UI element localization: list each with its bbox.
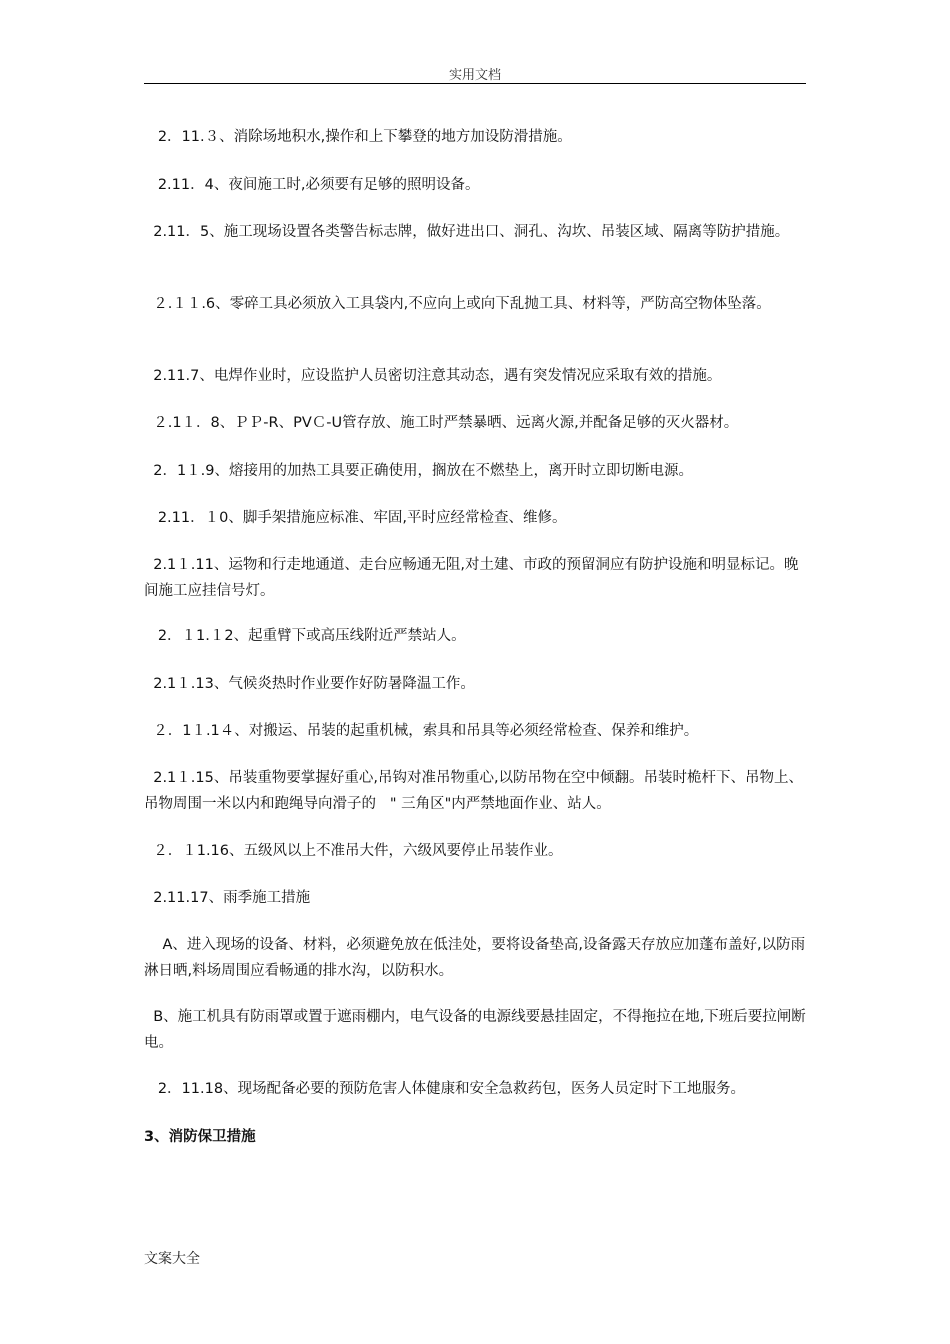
paragraph-2-11-7: 2.11.7、电焊作业时，应设监护人员密切注意其动态，遇有突发情况应采取有效的措施。 xyxy=(144,368,722,384)
paragraph-2-11-3: 2．11.３、消除场地积水,操作和上下攀登的地方加设防滑措施。 xyxy=(144,129,572,145)
paragraph-2-11-18: 2．11.18、现场配备必要的预防危害人体健康和安全急救药包，医务人员定时下工地服务。 xyxy=(144,1081,746,1097)
page-footer: 文案大全 xyxy=(144,1251,200,1267)
paragraph-2-11-16: ２．１1.16、五级风以上不准吊大件，六级风要停止吊装作业。 xyxy=(144,843,563,859)
section-heading: 3、消防保卫措施 xyxy=(144,1129,256,1145)
paragraph-2-11-13: 2.1１.13、气候炎热时作业要作好防暑降温工作。 xyxy=(144,676,475,692)
paragraph-2-11-15: 2.1１.15、吊装重物要掌握好重心,吊钩对准吊物重心,以防吊物在空中倾翻。吊装时桅杆下、吊物上、吊物周围一米以内和跑绳导向滑子的 " 三角区"内严禁地面作业、站人。 xyxy=(144,770,804,812)
paragraph-2-11-12: 2．１1.１2、起重臂下或高压线附近严禁站人。 xyxy=(144,628,466,644)
paragraph-2-11-11: 2.1１.11、运物和行走地通道、走台应畅通无阻,对土建、市政的预留洞应有防护设施和明显标记。晚间施工应挂信号灯。 xyxy=(144,557,799,599)
paragraph-2-11-14: ２．1１.1４、对搬运、吊装的起重机械，索具和吊具等必须经常检查、保养和维护。 xyxy=(144,723,699,739)
paragraph-2-11-8: ２.1１．8、ＰＰ-R、PVＣ-U管存放、施工时严禁暴晒、远离火源,并配备足够的灭火器材。 xyxy=(144,415,739,431)
paragraph-2-11-5: 2.11．5、施工现场设置各类警告标志牌，做好进出口、洞孔、沟坎、吊装区域、隔离等防护措施。 xyxy=(144,224,790,240)
paragraph-2-11-10: 2.11．１0、脚手架措施应标准、牢固,平时应经常检查、维修。 xyxy=(144,510,567,526)
paragraph-item-a: A、进入现场的设备、材料，必须避免放在低洼处，要将设备垫高,设备露天存放应加蓬布盖好,以防雨淋日晒,料场周围应看畅通的排水沟，以防积水。 xyxy=(144,937,806,979)
paragraph-item-b: B、施工机具有防雨罩或置于遮雨棚内，电气设备的电源线要悬挂固定，不得拖拉在地,下班后要拉闸断电。 xyxy=(144,1009,806,1051)
header-divider xyxy=(144,83,806,84)
paragraph-2-11-9: 2．1１.9、熔接用的加热工具要正确使用，搁放在不燃垫上，离开时立即切断电源。 xyxy=(144,463,694,479)
paragraph-2-11-4: 2.11．4、夜间施工时,必须要有足够的照明设备。 xyxy=(144,177,480,193)
paragraph-2-11-6: ２.１１.6、零碎工具必须放入工具袋内,不应向上或向下乱抛工具、材料等，严防高空物体坠落。 xyxy=(144,296,771,312)
page-header-title: 实用文档 xyxy=(448,68,501,83)
paragraph-2-11-17: 2.11.17、雨季施工措施 xyxy=(144,890,311,906)
